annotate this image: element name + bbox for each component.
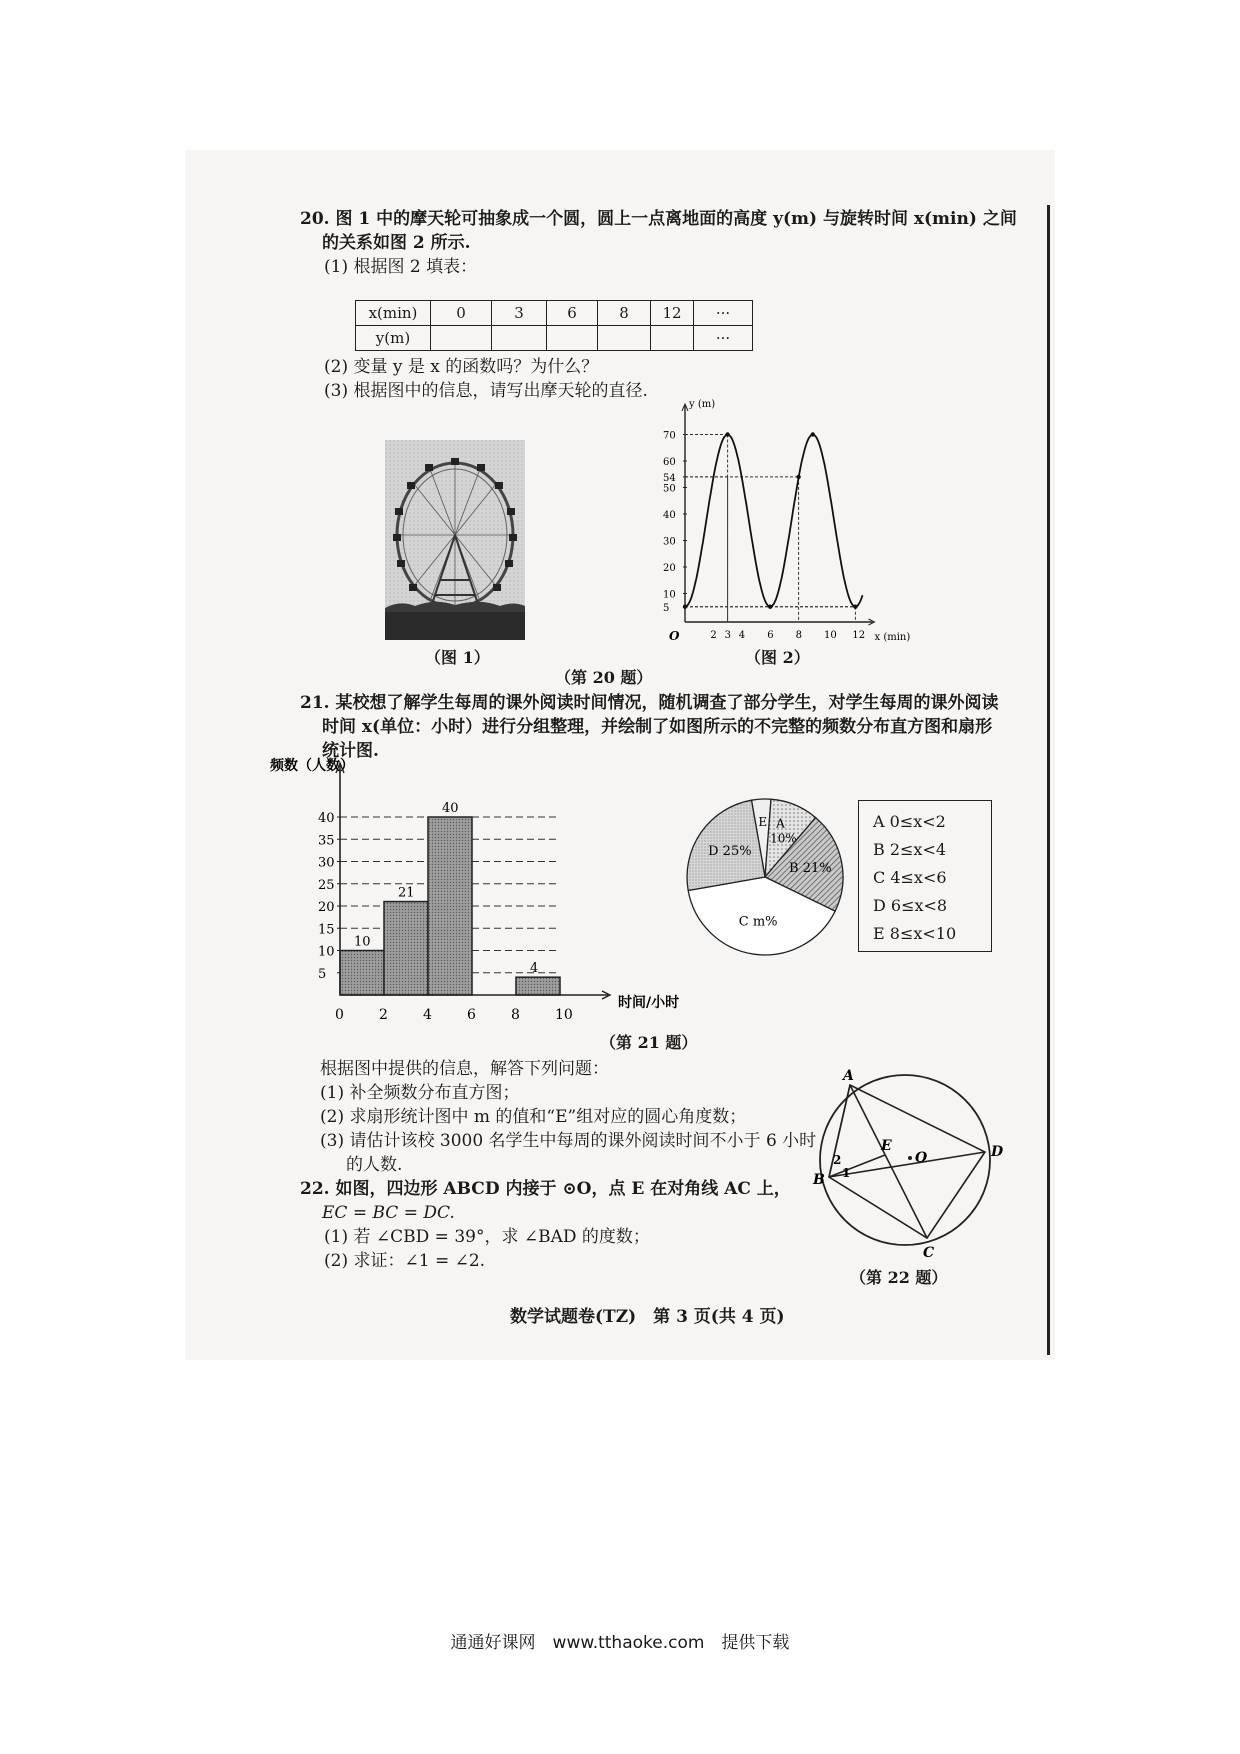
pie-slice-label: C m%: [738, 914, 778, 930]
y-tick-label: 40: [663, 510, 676, 521]
q20-line2: 的关系如图 2 所示.: [322, 233, 471, 253]
x-tick-label: 6: [467, 1007, 476, 1023]
table-row: [356, 326, 753, 351]
page-footer: 数学试题卷(TZ) 第 3 页(共 4 页): [510, 1307, 785, 1327]
y-tick-label: 20: [318, 900, 335, 915]
table-cell: 0: [431, 301, 492, 326]
series-line: [685, 435, 863, 607]
fig1-caption: （图 1）: [425, 648, 490, 667]
frequency-histogram: [270, 755, 710, 1025]
table-cell: [651, 326, 694, 351]
histogram-bar: [428, 817, 472, 995]
table-header-x: x(min): [356, 301, 431, 326]
table-cell: [492, 326, 547, 351]
angle-label-2: 2: [833, 1153, 842, 1167]
site-footer: 通通好课网 www.tthaoke.com 提供下载: [450, 1633, 790, 1653]
legend-item-b: B 2≤x<4: [873, 840, 947, 859]
q21-intro: 根据图中提供的信息，解答下列问题：: [320, 1059, 609, 1079]
x-axis-label: 时间/小时: [618, 995, 680, 1011]
y-tick-label: 30: [318, 855, 335, 871]
bar-data-label: 40: [442, 801, 459, 816]
point-label-e: E: [881, 1138, 892, 1154]
histogram-bar: [516, 977, 560, 995]
y-tick-label: 35: [318, 833, 335, 849]
q22-line1: 22. 如图，四边形 ABCD 内接于 ⊙O，点 E 在对角线 AC 上，: [300, 1179, 791, 1199]
q20-line1: 20. 图 1 中的摩天轮可抽象成一个圆，圆上一点离地面的高度 y(m) 与旋转时间 x(min) 之间: [300, 209, 1017, 229]
origin-label: O: [669, 629, 680, 643]
y-tick-label: 30: [663, 536, 676, 548]
x-tick-label: 0: [335, 1007, 344, 1023]
table-cell: ···: [694, 301, 753, 326]
x-tick-label: 4: [423, 1007, 432, 1023]
pie-slice-label: B 21%: [789, 860, 832, 876]
y-tick-label: 70: [663, 430, 676, 442]
legend-item-e: E 8≤x<10: [873, 924, 957, 943]
q21-line3: 统计图.: [322, 741, 379, 761]
data-point: [768, 605, 772, 609]
x-tick-label: 2: [379, 1007, 388, 1023]
q22-line2: EC = BC = DC.: [322, 1203, 455, 1223]
data-point: [811, 432, 815, 436]
q21-line1: 21. 某校想了解学生每周的课外阅读时间情况，随机调查了部分学生，对学生每周的课外阅读: [300, 693, 999, 713]
y-tick-label: 54: [663, 472, 676, 484]
x-tick-label: 2: [710, 630, 717, 641]
y-tick-label: 10: [663, 589, 676, 601]
q22-caption: （第 22 题）: [850, 1268, 948, 1287]
x-tick-label: 3: [724, 630, 731, 641]
table-cell: [547, 326, 598, 351]
y-axis-label: 频数（人数）: [270, 758, 354, 774]
y-tick-label: 60: [663, 457, 676, 468]
table-cell: [431, 326, 492, 351]
point-label-o: O: [915, 1150, 928, 1166]
table-row: [356, 301, 753, 326]
x-tick-label: 6: [767, 630, 774, 641]
y-axis-label: y (m): [689, 399, 716, 410]
x-tick-label: 12: [852, 630, 866, 641]
q22-part1: (1) 若 ∠CBD = 39°，求 ∠BAD 的度数；: [324, 1227, 650, 1247]
table-cell: 3: [492, 301, 547, 326]
y-tick-label: 50: [663, 483, 676, 495]
table-cell: 12: [651, 301, 694, 326]
x-tick-label: 10: [555, 1007, 573, 1023]
x-tick-label: 8: [795, 630, 802, 641]
pie-slice-label: A: [776, 816, 785, 831]
y-tick-label: 5: [663, 602, 670, 614]
table-cell: 6: [547, 301, 598, 326]
table-cell: ···: [694, 326, 753, 351]
ferris-wheel-photo: [385, 440, 525, 640]
angle-label-1: 1: [842, 1166, 851, 1180]
legend-item-c: C 4≤x<6: [873, 868, 947, 887]
pie-slice-label: E: [758, 815, 768, 830]
q21-part1: (1) 补全频数分布直方图；: [320, 1083, 520, 1103]
q20-part1: (1) 根据图 2 填表：: [324, 257, 478, 277]
q22-part2: (2) 求证：∠1 = ∠2.: [324, 1251, 486, 1271]
histogram-bar: [340, 951, 384, 996]
q21-part3a: (3) 请估计该校 3000 名学生中每周的课外阅读时间不小于 6 小时: [320, 1131, 817, 1151]
x-tick-label: 8: [511, 1007, 520, 1023]
pie-legend: [858, 800, 992, 952]
q20-part2: (2) 变量 y 是 x 的函数吗？为什么？: [324, 357, 599, 377]
q20-fill-table: [355, 300, 753, 351]
fig2-caption: （图 2）: [745, 648, 810, 667]
q20-part3: (3) 根据图中的信息，请写出摩天轮的直径.: [324, 381, 648, 401]
pie-slice-label: D 25%: [708, 844, 752, 860]
sector-chart: [680, 795, 850, 965]
data-point: [853, 605, 857, 609]
y-tick-label: 10: [318, 944, 335, 960]
point-label-a: A: [843, 1068, 854, 1084]
binding-margin-line: [1047, 205, 1050, 1355]
q21-line2: 时间 x(单位：小时）进行分组整理，并绘制了如图所示的不完整的频数分布直方图和扇形: [322, 717, 993, 737]
q21-part2: (2) 求扇形统计图中 m 的值和“E”组对应的圆心角度数；: [320, 1107, 747, 1127]
x-tick-label: 4: [738, 630, 746, 641]
data-point: [683, 605, 687, 609]
x-tick-label: 10: [824, 630, 837, 641]
point-label-d: D: [991, 1144, 1004, 1160]
q21-part3b: 的人数.: [346, 1155, 403, 1175]
y-tick-label: 15: [318, 922, 335, 938]
y-tick-label: 5: [318, 966, 327, 982]
y-tick-label: 20: [663, 563, 676, 574]
point-label-b: B: [813, 1172, 825, 1188]
y-tick-label: 40: [318, 811, 335, 826]
table-cell: [598, 326, 651, 351]
y-tick-label: 25: [318, 877, 335, 893]
data-point: [796, 475, 800, 479]
q20-caption: （第 20 题）: [555, 668, 653, 687]
q21-caption: （第 21 题）: [600, 1033, 698, 1052]
point-label-c: C: [923, 1245, 935, 1261]
legend-item-a: A 0≤x<2: [873, 812, 946, 831]
height-time-graph: [645, 395, 911, 643]
bar-data-label: 21: [398, 885, 415, 901]
table-cell: 8: [598, 301, 651, 326]
bar-data-label: 4: [530, 961, 539, 977]
q22-circle-figure: [805, 1060, 1005, 1260]
histogram-bar: [384, 902, 428, 995]
bar-data-label: 10: [354, 934, 371, 950]
legend-item-d: D 6≤x<8: [873, 896, 948, 915]
x-axis-label: x (min): [874, 632, 911, 643]
table-header-y: y(m): [356, 326, 431, 351]
pie-slice-percent: 10%: [770, 831, 797, 846]
data-point: [725, 432, 729, 436]
